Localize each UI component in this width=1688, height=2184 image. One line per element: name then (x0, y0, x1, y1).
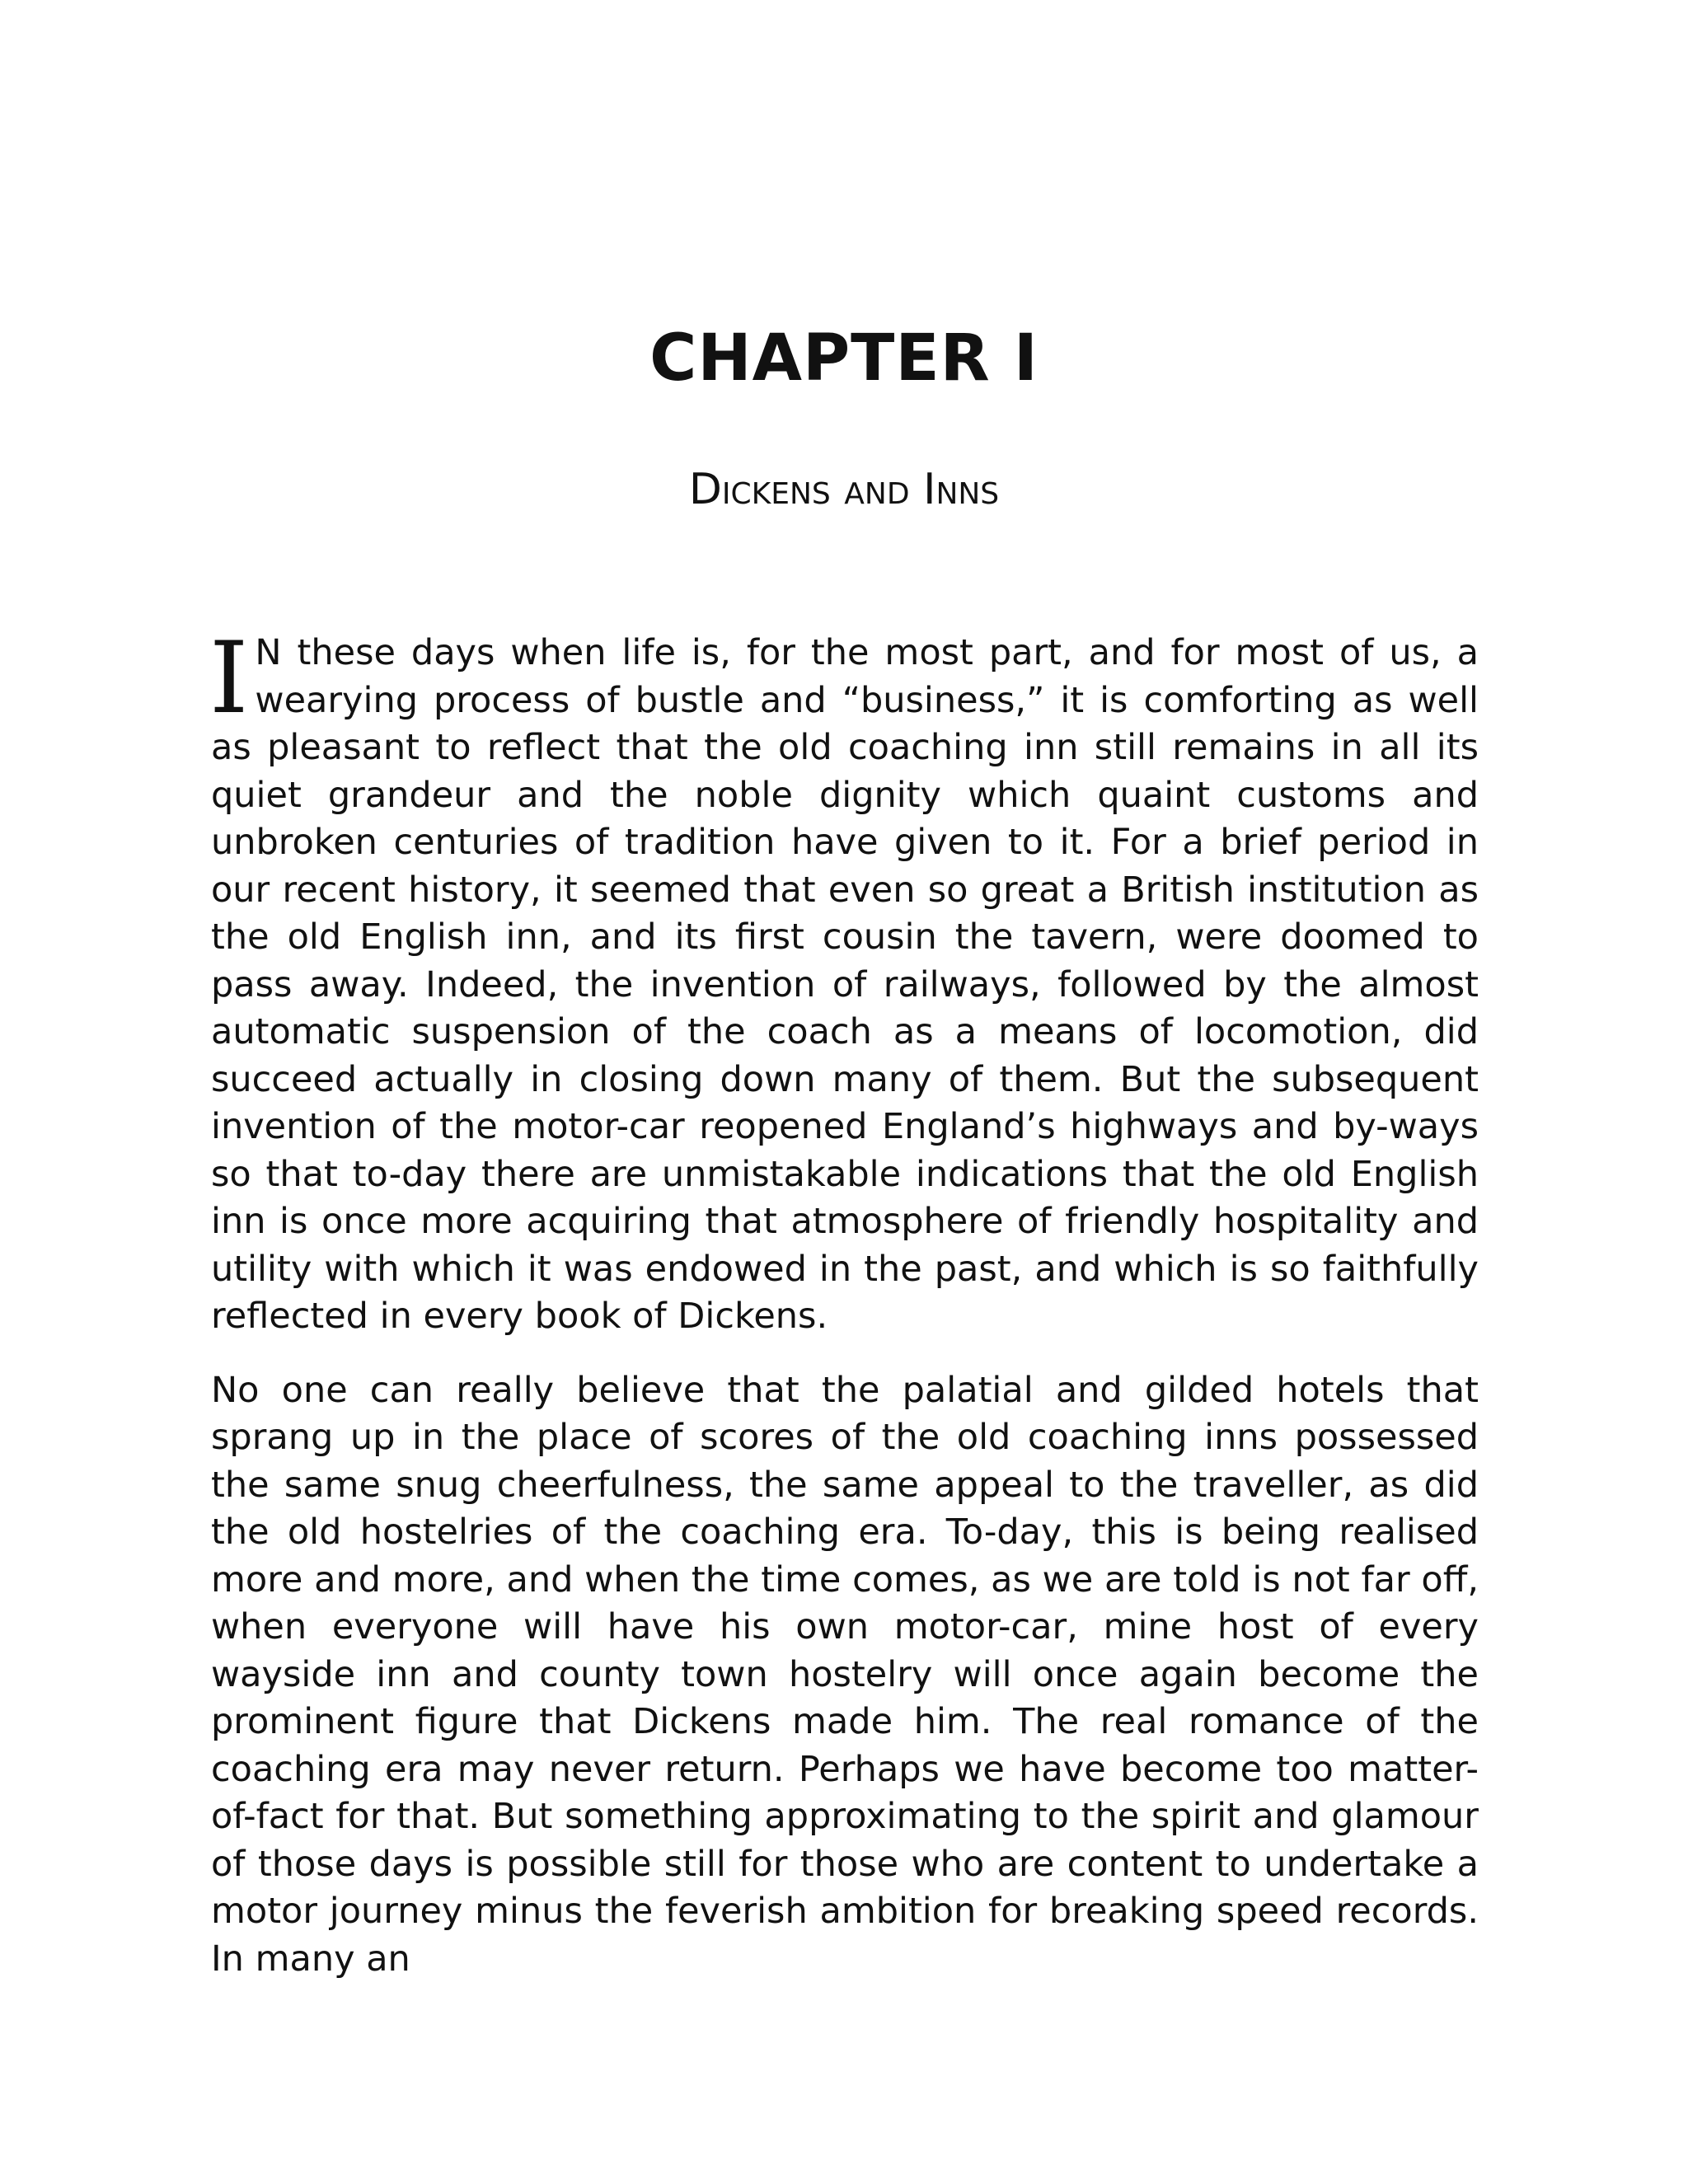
chapter-body (209, 621, 1479, 1983)
chapter-subtitle: Dickens and Inns (688, 465, 1000, 514)
paragraph-1 (209, 621, 1479, 1341)
paragraph-2: No one can really believe that the palatial and gilded hotels that sprang up in the place of scores of the old coaching inns possessed the same snug cheerfulness, the same appeal to the traveller, as did the old hostelries of the coaching era. To-day, this is being realised more and more, and when the time comes, as we are told is not far off, when everyone will have his own motor-car, mine host of every wayside inn and county town hostelry will once again become the prominent figure that Dickens made him. The real romance of the coaching era may never return. Perhaps we have become too matter-of-fact for that. But something approximating to the spirit and glamour of those days is possible still for those who are content to undertake a motor journey minus the feverish ambition for breaking speed records. In many an (211, 1369, 1479, 1980)
paragraph-1-text: N these days when life is, for the most part, and for most of us, a wearying process of bustle and “business,” it is comforting as well as pleasant to reflect that the old coaching inn still remains in all its quiet grandeur and the noble dignity which quaint customs and unbroken centuries of tradition have given to it. For a brief period in our recent history, it seemed that even so great a British institution as the old English inn, and its first cousin the tavern, were doomed to pass away. Indeed, the invention of railways, followed by the almost automatic suspension of the coach as a means of locomotion, did succeed actually in closing down many of them. But the subsequent invention of the motor-car reopened England’s highways and by-ways so that to-day there are unmistakable indications that the old English inn is once more acquiring that atmosphere of friendly hospitality and utility with which it was endowed in the past, and which is so faithfully reflected in every book of Dickens. (211, 632, 1479, 1337)
chapter-title: CHAPTER I (649, 321, 1039, 396)
drop-cap: I (209, 621, 249, 736)
